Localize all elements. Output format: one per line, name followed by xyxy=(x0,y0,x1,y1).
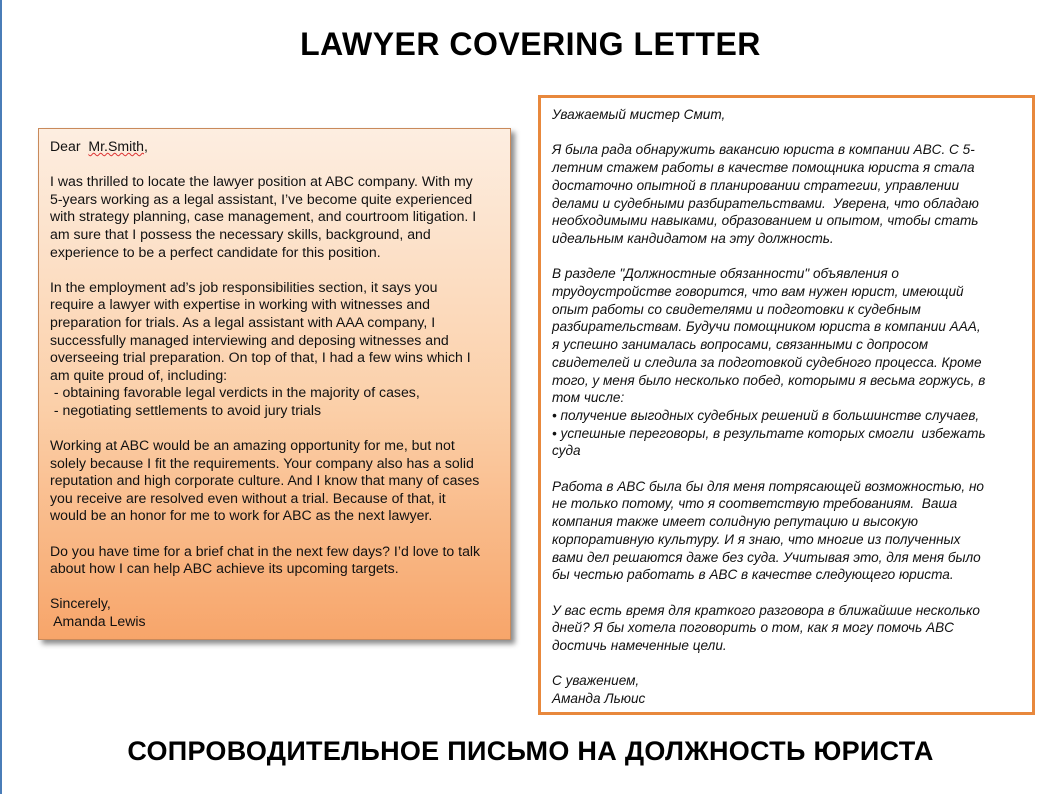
paragraph-4 xyxy=(50,543,500,578)
text-line: делами и судебными разбирательствами. Уверена, что обладаю xyxy=(552,195,979,211)
text-line: require a lawyer with expertise in working with witnesses and xyxy=(50,296,430,313)
text-line: - negotiating settlements to avoid jury trials xyxy=(50,401,322,418)
text-line: about how I can help ABC achieve its upcoming targets. xyxy=(50,560,399,577)
text-line: достичь намеченные цели. xyxy=(552,638,727,654)
closing: Sincerely, xyxy=(50,595,111,612)
text-line: - obtaining favorable legal verdicts in the majority of cases, xyxy=(50,384,420,401)
text-line: не только потому, что я соответствую требованиям. Ваша xyxy=(552,496,958,512)
text-line: would be an honor for me to work for ABC as the next lawyer. xyxy=(50,507,433,524)
text-line: компания также имеет солидную репутацию и высокую xyxy=(552,514,918,530)
recipient-name: Mr.Smith xyxy=(88,138,145,154)
paragraph-ru-2 xyxy=(552,265,1022,460)
text-line: В разделе "Должностные обязанности" объявления о xyxy=(552,266,899,282)
text-line: • успешные переговоры, в результате которых смогли избежать xyxy=(552,425,986,441)
page-title: LAWYER COVERING LETTER xyxy=(300,26,761,62)
text-line: У вас есть время для краткого разговора в ближайшие несколько xyxy=(552,602,980,618)
closing-ru: С уважением, xyxy=(552,673,640,689)
letter-greeting-ru: Уважаемый мистер Смит, xyxy=(552,107,726,122)
paragraph-ru-1 xyxy=(552,141,1022,247)
text-line: разбирательствам. Будучи помощником юриста в компании AAA, xyxy=(552,319,981,335)
text-line: • получение выгодных судебных решений в большинстве случаев, xyxy=(552,407,980,423)
text-line: Working at ABC would be an amazing opportunity for me, but not xyxy=(50,437,455,454)
text-line: In the employment ad’s job responsibilities section, it says you xyxy=(50,278,438,295)
paragraph-ru-4 xyxy=(552,602,1022,655)
text-line: опыт работы со свидетелями и подготовки к судебным xyxy=(552,301,921,317)
signature: Amanda Lewis xyxy=(50,613,146,630)
text-line: am quite proud of, including: xyxy=(50,366,228,383)
text-line: you receive are resolved even without a trial. Because of that, it xyxy=(50,489,446,506)
text-line: необходимыми навыками, образованием и опытом, чтобы стать xyxy=(552,213,979,229)
text-line: том числе: xyxy=(552,390,625,406)
signature-ru: Аманда Льюис xyxy=(552,691,646,707)
english-letter-box xyxy=(38,128,511,640)
text-line: am sure that I possess the necessary skills, background, and xyxy=(50,225,431,242)
text-line: достаточно опытной в планировании стратегии, управлении xyxy=(552,177,960,193)
text-line: дней? Я бы хотела поговорить о том, как я могу помочь ABC xyxy=(552,620,954,636)
text-line: experience to be a perfect candidate for this position. xyxy=(50,243,381,260)
text-line: Do you have time for a brief chat in the next few days? I’d love to talk xyxy=(50,542,481,559)
greeting-comma: , xyxy=(144,138,148,154)
text-line: того, у меня было несколько побед, которыми я весьма горжусь, в xyxy=(552,372,986,388)
text-line: preparation for trials. As a legal assistant with AAA company, I xyxy=(50,313,436,330)
text-line: бы честью работать в ABC в качестве следующего юриста. xyxy=(552,567,954,583)
text-line: Я была рада обнаружить вакансию юриста в компании ABC. С 5- xyxy=(552,142,975,158)
letter-greeting xyxy=(50,138,500,156)
text-line: with strategy planning, case management, and courtroom litigation. I xyxy=(50,208,477,225)
paragraph-2 xyxy=(50,279,500,420)
paragraph-3 xyxy=(50,437,500,525)
text-line: Работа в ABC была бы для меня потрясающей возможностью, но xyxy=(552,478,984,494)
slide-left-edge xyxy=(0,0,2,794)
text-line: корпоративную культуру. И я знаю, что многие из полученных xyxy=(552,531,961,547)
text-line: reputation and high corporate culture. And I know that many of cases xyxy=(50,472,480,489)
paragraph-1 xyxy=(50,173,500,261)
text-line: суда xyxy=(552,443,581,459)
text-line: вами дел решаются даже без суда. Учитывая это, для меня было xyxy=(552,549,981,565)
text-line: летним стажем работы в качестве помощника юриста я стала xyxy=(552,160,975,176)
text-line: 5-years working as a legal assistant, I’ve become quite experienced xyxy=(50,190,473,207)
text-line: идеальным кандидатом на эту должность. xyxy=(552,230,834,246)
text-line: overseeing trial preparation. On top of that, I had a few wins which I xyxy=(50,349,471,366)
text-line: трудоустройстве говорится, что вам нужен юрист, имеющий xyxy=(552,284,964,299)
text-line: successfully managed interviewing and deposing witnesses and xyxy=(50,331,449,348)
text-line: свидетелей и следила за подготовкой судебного процесса. Кроме xyxy=(552,354,982,370)
russian-letter-box xyxy=(538,95,1035,715)
text-line: I was thrilled to locate the lawyer position at ABC company. With my xyxy=(50,173,473,190)
text-line: solely because I fit the requirements. Your company also has a solid xyxy=(50,454,474,471)
paragraph-ru-3 xyxy=(552,478,1022,584)
page-subtitle: СОПРОВОДИТЕЛЬНОЕ ПИСЬМО НА ДОЛЖНОСТЬ ЮРИСТА xyxy=(127,736,934,766)
text-line: я успешно занималась вопросами, связанными с допросом xyxy=(552,337,929,353)
greeting-word: Dear xyxy=(50,138,81,154)
